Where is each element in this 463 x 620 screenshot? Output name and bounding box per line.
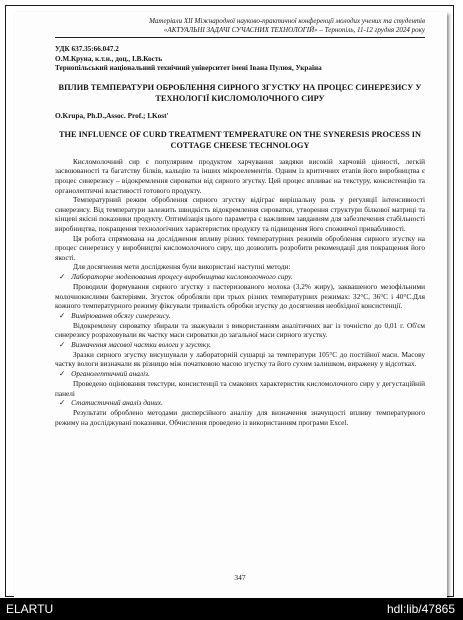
paragraph-6: Відокремлену сироватку збирали та зважували з використанням аналітичних ваг із точністю до 0,01 г. Об'єм синерезису розраховували як частку маси сироватки до загальної маси сирного згустку. [55, 320, 425, 340]
document-page [14, 12, 447, 602]
method-label: Статистичний аналіз даних. [71, 398, 163, 408]
method-label: Визначення масової частки вологи у згустку. [71, 339, 211, 349]
check-icon: ✓ [59, 369, 66, 379]
handle-link[interactable]: hdl:lib/47865 [386, 602, 455, 616]
paragraph-8: Проведено оцінювання текстури, консистенції та смакових характеристик кисломолочного сиру у дегустаційній панелі [55, 379, 425, 398]
header-line-1: Матеріали ХІІ Міжнародної науково-практичної конференції молодих учених та студентів [149, 17, 425, 25]
paragraph-3: Ця робота спрямована на дослідження впливу різних температурних режимів оброблення сирного згустку на процес синерезису у виробництві кисломолочного сиру, що дозволить розробити рекомендації для покращення його якості. [55, 233, 425, 262]
header-rule [55, 37, 425, 38]
running-header [55, 17, 425, 36]
method-label: Лабораторне моделювання процесу виробництва кисломолочного сиру. [71, 271, 293, 281]
method-label: Вимірювання обсягу синерезису. [71, 310, 171, 320]
paragraph-1: Кисломолочний сир є популярним продуктом харчування завдяки високій харчовій цінності, легкій засвоюваності та багатству білків, кальцію та інших мікроелементів. Одним із критичних етапів його виробництва є процес синерезису – відокремлення сироватки від сирного згустку. Цей процес впливає на текстуру, консистенцію та органолептичні властивості готового продукту. [55, 156, 425, 195]
authors-ua: О.М.Круна, к.т.н., доц., І.В.Кость [55, 54, 163, 63]
method-item-3 [55, 340, 425, 350]
method-item-5 [55, 398, 425, 408]
title-ua: ВПЛИВ ТЕМПЕРАТУРИ ОБРОБЛЕННЯ СИРНОГО ЗГУСТКУ НА ПРОЦЕС СИНЕРЕЗИСУ У ТЕХНОЛОГІЇ КИСЛОМОЛОЧНОГО СИРУ [58, 82, 422, 103]
page-number: 347 [234, 573, 246, 582]
method-item-4 [55, 369, 425, 379]
title-en: THE INFLUENCE OF CURD TREATMENT TEMPERATURE ON THE SYNERESIS PROCESS IN COTTAGE CHEESE TECHNOLOGY [58, 129, 422, 150]
article-meta [55, 45, 425, 74]
paragraph-9: Результати оброблено методами дисперсійного аналізу для визначення значущості впливу температурного режиму на досліджувані показники. Обчислення проведено із використанням програми Excel. [55, 408, 425, 427]
paragraph-4: Для досягнення мети дослідження були використані наступні методи: [73, 262, 291, 272]
header-line-2: «АКТУАЛЬНІ ЗАДАЧІ СУЧАСНИХ ТЕХНОЛОГІЙ» – Тернопіль, 11-12 грудня 2024 року [163, 26, 425, 34]
repository-name[interactable]: ELARTU [6, 602, 54, 616]
paragraph-7: Зразки сирного згустку висушували у лабораторній сушарці за температури 105°С до постійної маси. Масову частку вологи визначали як різницю між початковою масою згустку та його сухим залишком, виражену у відсотках. [55, 349, 425, 369]
check-icon: ✓ [59, 310, 66, 320]
page-content [55, 12, 425, 582]
udc-code: УДК 637.35:66.047.2 [55, 45, 119, 53]
paragraph-2: Температурний режим оброблення сирного згустку відіграє вирішальну роль у регуляції інтенсивності синерезису. Від температури залежить швидкість відокремлення сироватки, утворення структури білкової матриці та кінцеві якісні показники продукту. Оптимізація цього параметра є важливим завданням для забезпечення стабільності виробництва, покращення технологічних характеристик продукту та підвищення його споживчої привабливості. [55, 195, 425, 233]
method-item-1 [55, 272, 425, 282]
method-label: Органолептичний аналіз. [71, 369, 150, 379]
check-icon: ✓ [59, 339, 66, 349]
authors-en: O.Krupa, Ph.D.,Assoc. Prof.; I.Kost' [55, 110, 169, 120]
paragraph-5: Проводили формування сирного згустку з пастеризованого молока (3,2% жиру), заквашеного мезофільними молочнокислими бактеріями. Згусток обробляли при трьох різних температурних режимах: 32°С, 36°С і 40°С.Для кожного температурного режиму фіксували тривалість обробки згустку до досягнення необхідної консистенції. [55, 281, 425, 311]
method-item-2 [55, 311, 425, 321]
footer-bar [0, 598, 463, 620]
check-icon: ✓ [59, 398, 66, 408]
affiliation: Тернопільський національний технічний університет імені Івана Пулюя, Україна [55, 64, 322, 73]
check-icon: ✓ [59, 271, 66, 281]
